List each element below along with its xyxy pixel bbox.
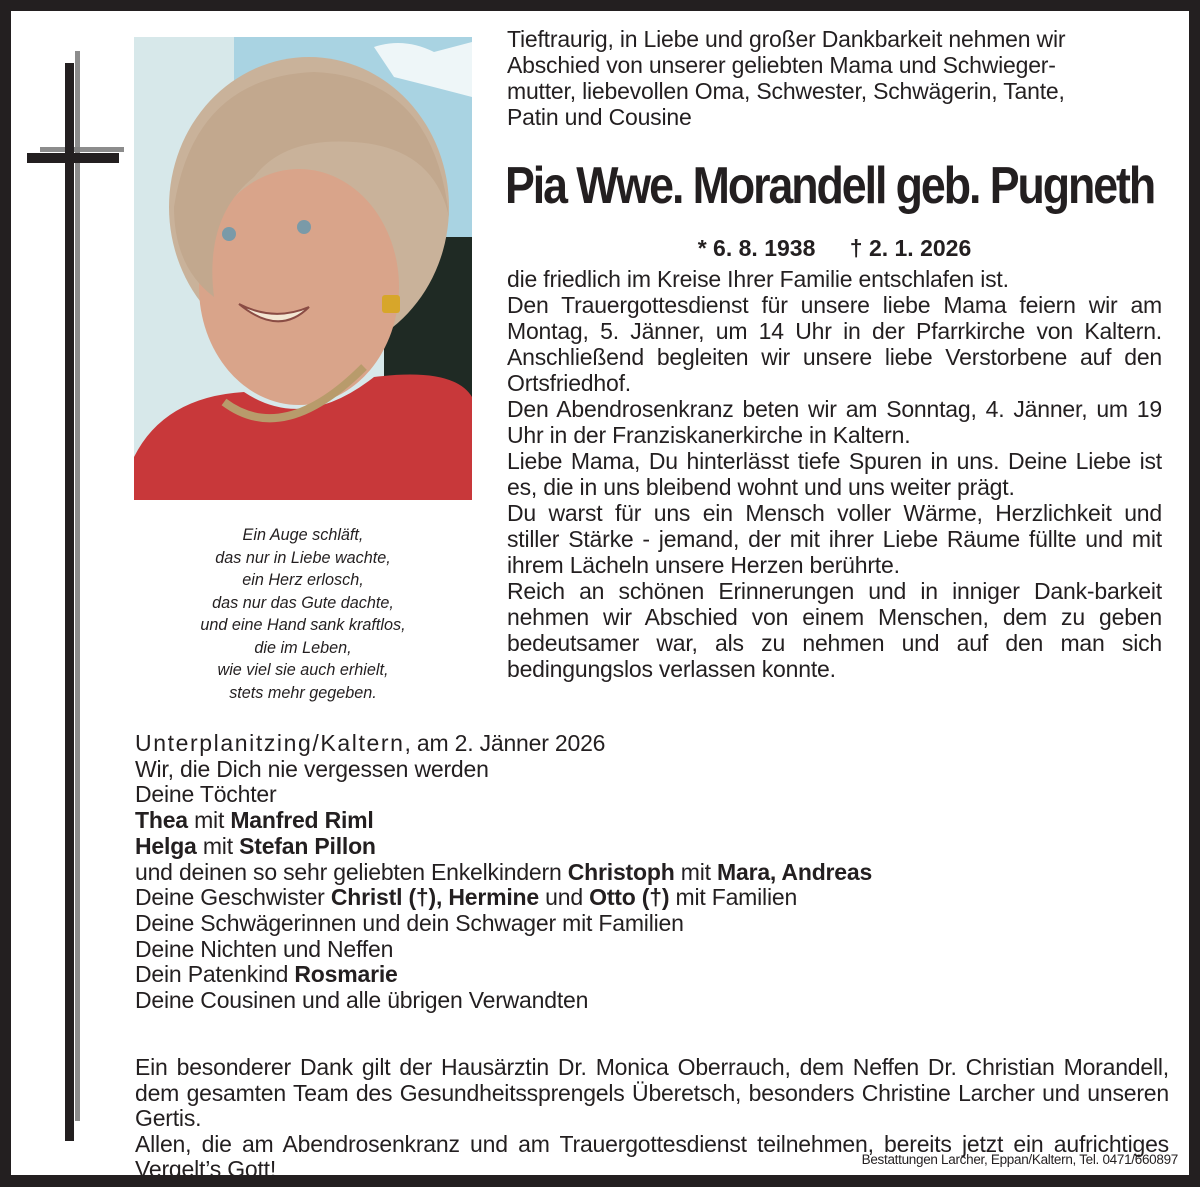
connector: mit — [187, 807, 231, 834]
sibling-names: Otto (†) — [589, 884, 670, 911]
godchild-entry — [135, 962, 1185, 988]
partner-name: Stefan Pillon — [239, 832, 376, 859]
daughter-entry — [135, 808, 1185, 834]
connector: mit — [674, 858, 718, 885]
daughter-entry — [135, 834, 1185, 860]
body-paragraph: Liebe Mama, Du hinterlässt tiefe Spuren in uns. Deine Liebe ist es, die in uns bleibend wohnt und uns weiter prägt. — [507, 448, 1162, 500]
date: , am 2. Jänner 2026 — [404, 730, 606, 756]
body-paragraph: Reich an schönen Erinnerungen und in inniger Dank-barkeit nehmen wir Abschied von einem Menschen, dem zu geben bedeutsamer war, als zu nehmen und auf den man sich bedingungslos verlassen konnte. — [507, 578, 1162, 682]
poem-line: und eine Hand sank kraftlos, — [200, 616, 406, 634]
place-date — [135, 731, 1185, 757]
grandchild-name: Mara, Andreas — [717, 858, 873, 885]
funeral-home-credit: Bestattungen Larcher, Eppan/Kaltern, Tel. 0471/660897 — [861, 1152, 1178, 1167]
body-paragraph: Den Trauergottesdienst für unsere liebe Mama feiern wir am Montag, 5. Jänner, um 14 Uhr in der Pfarrkirche von Kaltern. Anschließend begleiten wir unsere liebe Verstorbene auf den Ortsfriedhof. — [507, 292, 1162, 396]
poem-line: das nur das Gute dachte, — [212, 593, 394, 612]
death-date: † 2. 1. 2026 — [849, 235, 972, 261]
grandchild-name: Christoph — [567, 858, 675, 885]
nieces-entry: Deine Nichten und Neffen — [135, 935, 394, 962]
intro-line: Patin und Cousine — [507, 104, 692, 130]
poem — [134, 524, 472, 704]
godchild-name: Rosmarie — [294, 961, 398, 988]
intro-line: Abschied von unserer geliebten Mama und Schwieger- — [507, 52, 1056, 78]
cross-icon-horizontal — [27, 153, 119, 163]
body-paragraph: Den Abendrosenkranz beten wir am Sonntag, 4. Jänner, um 19 Uhr in der Franziskanerkirche in Kaltern. — [507, 396, 1162, 448]
deceased-name: Pia Wwe. Morandell geb. Pugneth — [505, 157, 1155, 215]
poem-line: das nur in Liebe wachte, — [215, 548, 391, 567]
obituary-card — [11, 11, 1189, 1182]
in-laws-entry: Deine Schwägerinnen und dein Schwager mit Familien — [135, 909, 684, 936]
siblings-label: Deine Geschwister — [135, 884, 331, 911]
connector: und — [538, 884, 590, 911]
family-heading: Wir, die Dich nie vergessen werden — [135, 755, 489, 782]
intro-line: mutter, liebevollen Oma, Schwester, Schwägerin, Tante, — [507, 78, 1065, 104]
cross-icon-shadow-vertical — [75, 51, 80, 1121]
birth-date: * 6. 8. 1938 — [697, 235, 816, 261]
siblings-suffix: mit Familien — [669, 884, 798, 911]
daughter-name: Helga — [135, 832, 197, 859]
thanks-paragraph: Allen, die am Abendrosenkranz und am Trauergottesdienst teilnehmen, bereits jetzt ein aufrichtiges Vergelt’s Gott! — [135, 1130, 1169, 1182]
sibling-names: Christl (†), Hermine — [330, 884, 539, 911]
daughters-label: Deine Töchter — [135, 781, 277, 808]
grandchildren-label: und deinen so sehr geliebten Enkelkindern — [135, 858, 568, 885]
portrait-image — [134, 37, 472, 500]
body-paragraph: Du warst für uns ein Mensch voller Wärme, Herzlichkeit und stiller Stärke - jemand, der mit ihrer Liebe Räume füllte und mit ihrem Lächeln unsere Herzen berührte. — [507, 500, 1162, 578]
poem-line: ein Herz erlosch, — [242, 571, 364, 589]
partner-name: Manfred Riml — [230, 807, 374, 834]
intro-text — [507, 26, 1162, 130]
obituary-body — [507, 266, 1162, 682]
portrait-photo — [134, 37, 472, 500]
family-list — [135, 731, 1185, 1014]
poem-line: wie viel sie auch erhielt, — [217, 661, 389, 679]
grandchildren-entry — [135, 860, 1185, 886]
cross-icon-shadow-horizontal — [40, 147, 124, 152]
life-dates — [507, 235, 1162, 262]
godchild-label: Dein Patenkind — [135, 961, 295, 988]
thanks-paragraph: Ein besonderer Dank gilt der Hausärztin Dr. Monica Oberrauch, dem Neffen Dr. Christian Morandell, dem gesamten Team des Gesundheitssprengels Überetsch, besonders Christine Larcher und unseren Gertis. — [135, 1054, 1169, 1131]
cousins-entry: Deine Cousinen und alle übrigen Verwandten — [135, 987, 589, 1014]
intro-line: Tieftraurig, in Liebe und großer Dankbarkeit nehmen wir — [507, 26, 1066, 52]
place: Unterplanitzing/Kaltern — [135, 730, 405, 756]
poem-line: Ein Auge schläft, — [242, 526, 364, 544]
cross-icon-vertical — [65, 63, 74, 1141]
siblings-entry — [135, 885, 1185, 911]
connector: mit — [196, 832, 240, 859]
body-paragraph: die friedlich im Kreise Ihrer Familie entschlafen ist. — [507, 266, 1009, 292]
poem-line: stets mehr gegeben. — [229, 683, 377, 702]
poem-line: die im Leben, — [254, 638, 352, 657]
daughter-name: Thea — [135, 807, 188, 834]
